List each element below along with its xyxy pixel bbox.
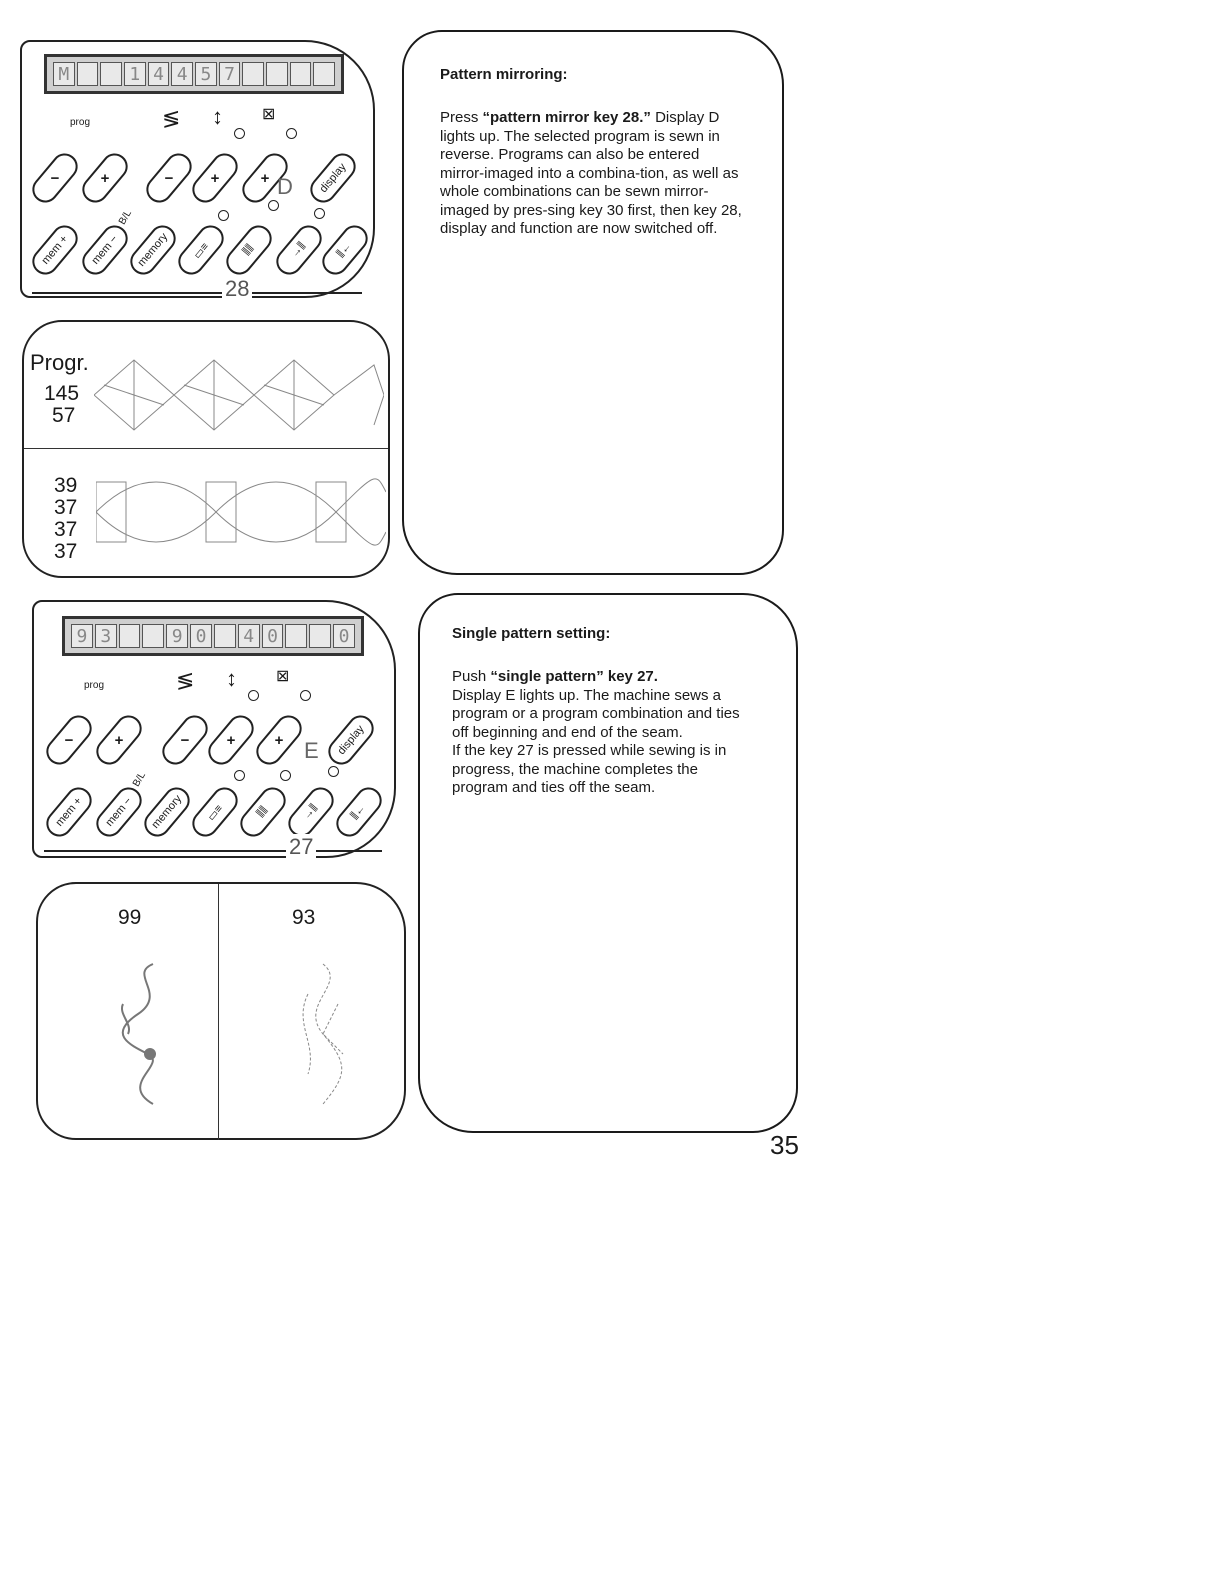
b-l-label: B/L [116,208,135,227]
minus-key[interactable]: − [157,710,213,770]
minus-key[interactable]: − [41,710,97,770]
tie-off-key[interactable]: ⫼← [331,782,387,842]
pattern-sample-panel-1 [22,320,390,578]
keypad-panel-mirror [20,40,375,301]
divider-line [24,448,388,449]
baseline-rule [44,850,382,852]
pattern-mirroring-card [402,30,784,575]
prog-label: prog [84,680,105,691]
plus-key[interactable]: + [91,710,147,770]
program-number: 39 [54,474,78,497]
card-heading: Pattern mirroring: [440,66,568,83]
reverse-key[interactable]: →⫼ [271,220,327,280]
indicator-lamp [248,690,259,701]
keypad-panel-single-pattern [32,600,396,858]
indicator-lamp [328,766,339,777]
indicator-lamp [280,770,291,781]
display-key[interactable]: display [305,148,361,208]
card-body: Display E lights up. The machine sews a program or a program combination and ties off beginning and end of the seam. [452,686,740,741]
mirror-icon: ⊠ [276,668,290,685]
mem-plus-key[interactable]: mem + [41,782,97,842]
minus-key[interactable]: − [27,148,83,208]
program-number: 145 [44,382,80,405]
memory-key[interactable]: memory [125,220,181,280]
single-pattern-setting-card [418,593,798,1133]
program-number: 93 [292,906,316,929]
single-pattern-key[interactable]: ▭≡ [187,782,243,842]
stitch-width-icon: ≶ [162,106,181,131]
divider-line [218,884,219,1140]
pattern-mirror-key[interactable]: ⫼⫼ [235,782,291,842]
b-l-label: B/L [130,770,149,789]
program-number: 37 [54,496,78,519]
indicator-lamp [234,128,245,139]
pattern-sample-panel-2 [36,882,406,1140]
pattern-99-sample [108,954,178,1114]
program-number: 37 [54,518,78,541]
plus-key[interactable]: + [237,148,293,208]
pattern-93-sample [288,954,358,1114]
plus-key[interactable]: + [187,148,243,208]
card-body: Push “single pattern” key 27. [452,668,658,685]
indicator-lamp [286,128,297,139]
key-number-27: 27 [286,834,316,860]
indicator-lamp [234,770,245,781]
indicator-lamp [218,210,229,221]
page-number: 35 [770,1130,799,1160]
indicator-lamp [300,690,311,701]
program-number: 57 [52,404,76,427]
mem-plus-key[interactable]: mem + [27,220,83,280]
display-key[interactable]: display [323,710,379,770]
tie-off-key[interactable]: ⫼← [317,220,373,280]
plus-key[interactable]: + [251,710,307,770]
pattern-145-57-sample [94,350,384,440]
baseline-rule [32,292,362,294]
prog-label: prog [70,117,91,128]
indicator-lamp [314,208,325,219]
progr-label: Progr. [30,350,89,375]
card-body: If the key 27 is pressed while sewing is in progress, the machine completes the program and ties off the seam. [452,742,727,796]
plus-key[interactable]: + [77,148,133,208]
card-body: Press “pattern mirror key 28.” Display D lights up. The selected program is sewn in reverse. Programs can also be entered mirror-imaged into a combina-tion, as well as whole combinations can be sewn mirror-imaged by pres-sing key 30 first, then key 28, display and function are now switched off. [440,109,742,237]
lcd-display: 9 3 9 0 4 0 0 [62,616,364,656]
program-number: 99 [118,906,142,929]
stitch-width-icon: ≶ [176,668,195,693]
mirror-icon: ⊠ [262,106,276,123]
indicator-d-letter: D [277,174,293,199]
pattern-mirror-key[interactable]: ⫼⫼ [221,220,277,280]
minus-key[interactable]: − [141,148,197,208]
indicator-lamp [268,200,279,211]
memory-key[interactable]: memory [139,782,195,842]
mem-minus-key[interactable]: mem − [77,220,133,280]
pattern-39-37-sample [96,472,386,552]
single-pattern-select-key[interactable]: →⫼ [283,782,339,842]
card-heading: Single pattern setting: [452,625,611,642]
plus-key[interactable]: + [203,710,259,770]
single-pattern-key[interactable]: ▭≡ [173,220,229,280]
lcd-display: M 1 4 4 5 7 [44,54,344,94]
key-number-28: 28 [222,276,252,302]
mem-minus-key[interactable]: mem − [91,782,147,842]
stitch-length-icon: ↕ [226,666,237,691]
indicator-e-letter: E [304,738,319,763]
stitch-length-icon: ↕ [212,104,223,129]
program-number: 37 [54,540,78,563]
